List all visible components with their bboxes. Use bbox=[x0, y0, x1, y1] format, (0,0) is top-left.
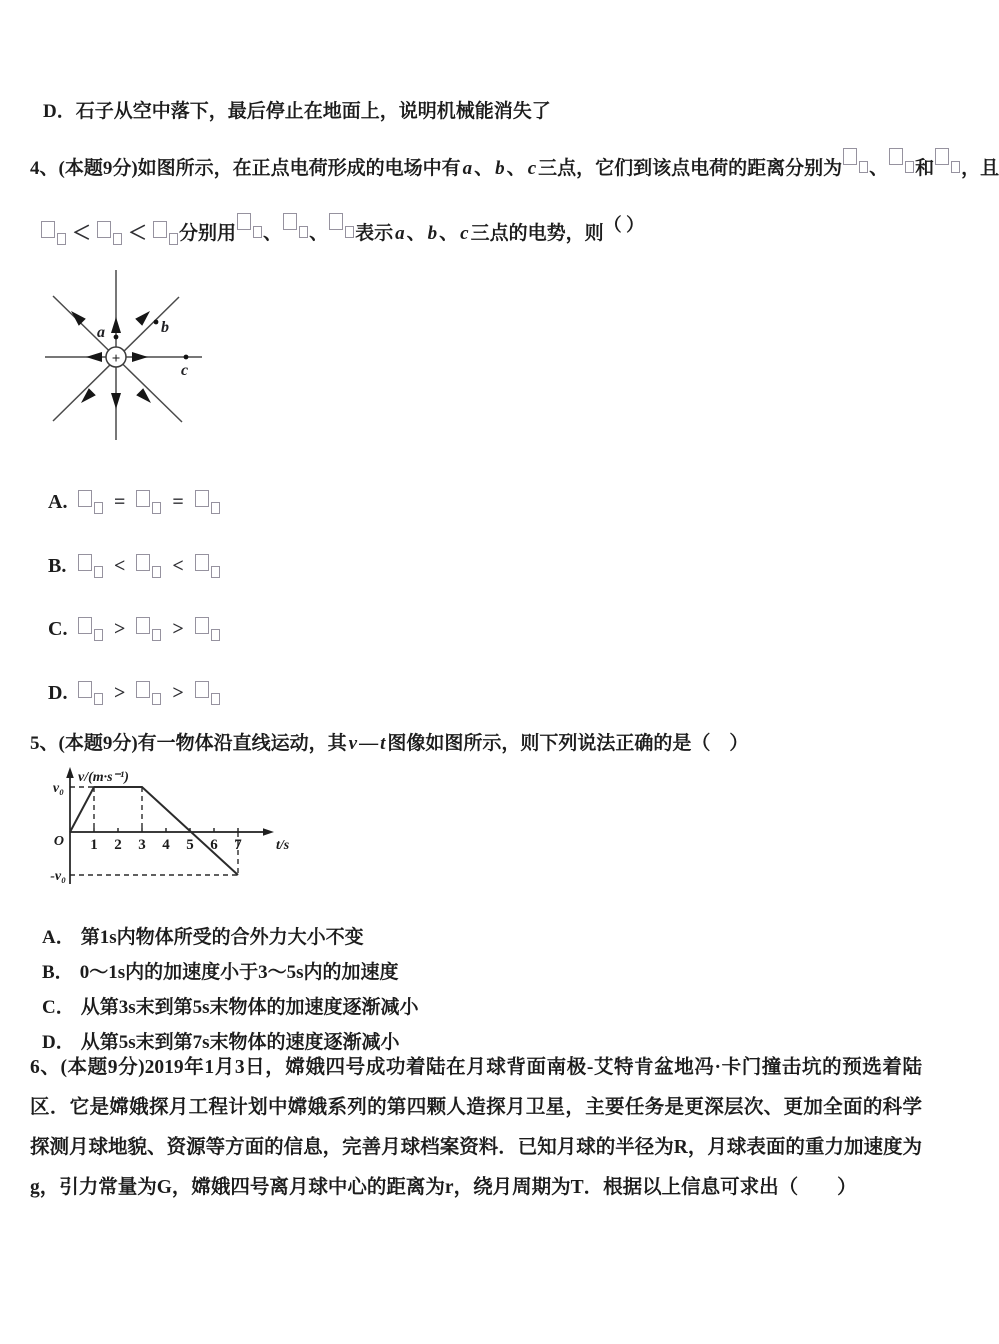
operator: = bbox=[172, 491, 184, 513]
text-run: 4、(本题9分)如图所示，在正点电荷形成的电场中有 bbox=[30, 158, 461, 179]
glyph-box-small bbox=[94, 693, 103, 705]
y-axis-label: v/(m·s⁻¹) bbox=[78, 770, 129, 785]
glyph-box-large bbox=[136, 681, 150, 698]
plus-symbol: + bbox=[111, 351, 121, 367]
missing-glyph-symbol bbox=[843, 158, 868, 179]
glyph-box-large bbox=[935, 148, 949, 165]
text-run: （ ） bbox=[603, 215, 645, 235]
text-run: ，且 bbox=[961, 158, 999, 179]
italic-run: v bbox=[348, 733, 358, 754]
glyph-box-large bbox=[195, 617, 209, 634]
missing-glyph-symbol bbox=[136, 495, 161, 512]
x-tick-labels bbox=[90, 837, 242, 853]
text-run: 5、(本题9分)有一物体沿直线运动，其 bbox=[30, 733, 347, 754]
missing-glyph-symbol bbox=[283, 223, 308, 244]
point-charge-diagram bbox=[40, 262, 210, 452]
option-letter: C. bbox=[48, 618, 68, 640]
glyph-box-large bbox=[195, 490, 209, 507]
text-run: 图像如图所示，则下列说法正确的是（ ） bbox=[387, 733, 749, 754]
text-run: 三点，它们到该点电荷的距离分别为 bbox=[538, 158, 843, 179]
missing-glyph-symbol bbox=[195, 495, 220, 512]
operator: > bbox=[114, 682, 126, 704]
glyph-box-small bbox=[152, 566, 161, 578]
glyph-box-large bbox=[136, 490, 150, 507]
q4-option-b bbox=[48, 554, 221, 578]
q4-stem-line1 bbox=[30, 148, 999, 182]
operator: = bbox=[114, 491, 126, 513]
field-arrow-right bbox=[132, 352, 148, 362]
italic-run: b bbox=[495, 158, 505, 179]
axes bbox=[70, 773, 266, 884]
q4-figure bbox=[40, 262, 210, 452]
option-text: 第1s内物体所受的合外力大小不变 bbox=[80, 927, 364, 948]
q4-option-a bbox=[48, 490, 221, 514]
glyph-box-small bbox=[113, 233, 122, 245]
glyph-box-large bbox=[889, 148, 903, 165]
glyph-box-small bbox=[152, 502, 161, 514]
glyph-box-small bbox=[951, 161, 960, 173]
glyph-box-small bbox=[211, 502, 220, 514]
q4-option-d bbox=[48, 681, 221, 705]
glyph-box-small bbox=[211, 693, 220, 705]
option-letter: B． bbox=[42, 962, 74, 983]
operator: > bbox=[172, 682, 184, 704]
italic-run: t bbox=[380, 733, 386, 754]
text-run: 、 bbox=[406, 223, 426, 244]
v0-label: v₀ bbox=[52, 781, 64, 796]
missing-glyph-symbol bbox=[136, 559, 161, 576]
missing-glyph-symbol bbox=[41, 223, 66, 244]
missing-glyph-symbol bbox=[329, 223, 354, 244]
missing-glyph-symbol bbox=[153, 223, 178, 244]
text-run: 、 bbox=[309, 223, 329, 244]
point-a-label: a bbox=[97, 324, 105, 341]
missing-glyph-symbol bbox=[195, 686, 220, 703]
missing-glyph-symbol bbox=[136, 622, 161, 639]
text-run: 和 bbox=[915, 158, 935, 179]
text-run: 表示 bbox=[355, 223, 394, 244]
q5-option-c bbox=[42, 995, 419, 1021]
glyph-box-small bbox=[57, 233, 66, 245]
missing-glyph-symbol bbox=[935, 158, 960, 179]
glyph-box-large bbox=[78, 681, 92, 698]
missing-glyph-symbol bbox=[78, 622, 103, 639]
italic-run: a bbox=[462, 158, 473, 179]
q5-option-b bbox=[42, 960, 398, 986]
x-tick-label: 7 bbox=[234, 837, 242, 853]
point-c-dot bbox=[184, 355, 189, 360]
glyph-box-large bbox=[78, 617, 92, 634]
origin-label: O bbox=[53, 834, 64, 849]
glyph-box-large bbox=[136, 617, 150, 634]
glyph-box-small bbox=[211, 629, 220, 641]
q4-stem-line2 bbox=[40, 212, 644, 247]
point-b-label: b bbox=[161, 319, 169, 336]
field-arrow-up bbox=[111, 317, 121, 333]
text-run: 三点的电势，则 bbox=[470, 223, 604, 244]
point-a-dot bbox=[114, 335, 119, 340]
x-tick-label: 2 bbox=[114, 837, 122, 853]
point-b-dot bbox=[154, 320, 159, 325]
velocity-curve bbox=[70, 787, 238, 875]
option-text: 0～1s内的加速度小于3～5s内的加速度 bbox=[79, 962, 399, 983]
operator: < bbox=[114, 555, 126, 577]
option-letter: D． bbox=[42, 1032, 75, 1053]
missing-glyph-symbol bbox=[237, 223, 262, 244]
option-letter: D. bbox=[48, 682, 68, 704]
option-letter: A. bbox=[48, 491, 68, 513]
x-tick-label: 1 bbox=[90, 837, 98, 853]
option-formula bbox=[77, 682, 221, 704]
glyph-box-small bbox=[253, 226, 262, 238]
text-run: 、 bbox=[506, 158, 526, 179]
x-tick-label: 6 bbox=[210, 837, 218, 853]
glyph-box-small bbox=[94, 629, 103, 641]
missing-glyph-symbol bbox=[195, 622, 220, 639]
glyph-box-large bbox=[97, 221, 111, 238]
operator: ＜ bbox=[128, 223, 148, 244]
glyph-box-large bbox=[237, 213, 251, 230]
missing-glyph-symbol bbox=[78, 559, 103, 576]
v-t-graph bbox=[28, 763, 308, 898]
q6-stem: 6、(本题9分)2019年1月3日，嫦娥四号成功着陆在月球背面南极-艾特肯盆地冯·卡门撞击坑的预选着陆区．它是嫦娥探月工程计划中嫦娥系列的第四颗人造探月卫星，主要任务是更深层次、更加全面的科学探测月球地貌、资源等方面的信息，完善月球档案资料．已知月球的半径为R，月球表面的重力加速度为g，引力常量为G，嫦娥四号离月球中心的距离为r，绕月周期为T．根据以上信息可求出（ ） bbox=[30, 1057, 922, 1198]
text-run: — bbox=[359, 733, 379, 754]
field-arrow-upleft bbox=[71, 311, 86, 326]
x-axis-label: t/s bbox=[276, 838, 290, 853]
missing-glyph-symbol bbox=[195, 559, 220, 576]
option-formula bbox=[77, 491, 221, 513]
glyph-box-small bbox=[169, 233, 178, 245]
field-arrow-left bbox=[86, 352, 102, 362]
glyph-box-small bbox=[94, 502, 103, 514]
x-tick-label: 5 bbox=[186, 837, 194, 853]
glyph-box-small bbox=[152, 629, 161, 641]
missing-glyph-symbol bbox=[78, 495, 103, 512]
glyph-box-small bbox=[299, 226, 308, 238]
prev-option-d: D．石子从空中落下，最后停止在地面上，说明机械能消失了 bbox=[43, 101, 551, 122]
glyph-box-large bbox=[329, 213, 343, 230]
glyph-box-large bbox=[136, 554, 150, 571]
option-formula bbox=[77, 555, 221, 577]
glyph-box-large bbox=[195, 681, 209, 698]
italic-run: a bbox=[395, 223, 405, 244]
text-run: 、 bbox=[869, 158, 889, 179]
missing-glyph-symbol bbox=[136, 686, 161, 703]
glyph-box-large bbox=[78, 554, 92, 571]
q5-option-a bbox=[42, 925, 364, 951]
missing-glyph-symbol bbox=[78, 686, 103, 703]
text-run: 分别用 bbox=[179, 223, 237, 244]
italic-run: b bbox=[427, 223, 438, 244]
glyph-box-small bbox=[905, 161, 914, 173]
q4-option-c bbox=[48, 617, 221, 641]
glyph-box-small bbox=[211, 566, 220, 578]
glyph-box-small bbox=[859, 161, 868, 173]
field-arrow-down bbox=[111, 393, 121, 409]
q5-stem bbox=[30, 731, 748, 757]
italic-run: c bbox=[460, 223, 469, 244]
x-axis-arrow bbox=[263, 828, 274, 836]
field-arrow-upright bbox=[135, 311, 150, 326]
operator: > bbox=[114, 618, 126, 640]
q5-graph bbox=[28, 763, 308, 898]
operator: < bbox=[172, 555, 184, 577]
option-formula bbox=[77, 618, 221, 640]
x-tick-label: 4 bbox=[162, 837, 170, 853]
point-c-label: c bbox=[181, 362, 189, 379]
text-run: 、 bbox=[474, 158, 494, 179]
y-axis-arrow bbox=[66, 767, 74, 778]
text-run: 、 bbox=[439, 223, 459, 244]
glyph-box-small bbox=[345, 226, 354, 238]
x-tick-label: 3 bbox=[138, 837, 146, 853]
option-letter: C． bbox=[42, 997, 75, 1018]
operator: ＜ bbox=[72, 223, 92, 244]
neg-v0-label: -v₀ bbox=[50, 869, 66, 884]
missing-glyph-symbol bbox=[97, 223, 122, 244]
missing-glyph-symbol bbox=[889, 158, 914, 179]
option-letter: B. bbox=[48, 555, 67, 577]
italic-run: c bbox=[527, 158, 537, 179]
glyph-box-large bbox=[283, 213, 297, 230]
operator: > bbox=[172, 618, 184, 640]
glyph-box-small bbox=[94, 566, 103, 578]
option-text: 从第5s末到第7s末物体的速度逐渐减小 bbox=[80, 1032, 400, 1053]
glyph-box-large bbox=[843, 148, 857, 165]
glyph-box-large bbox=[41, 221, 55, 238]
glyph-box-small bbox=[152, 693, 161, 705]
glyph-box-large bbox=[195, 554, 209, 571]
option-text: 从第3s末到第5s末物体的加速度逐渐减小 bbox=[80, 997, 419, 1018]
text-run: 、 bbox=[263, 223, 283, 244]
dashed-guides bbox=[70, 787, 238, 875]
option-letter: A． bbox=[42, 927, 75, 948]
glyph-box-large bbox=[78, 490, 92, 507]
glyph-box-large bbox=[153, 221, 167, 238]
